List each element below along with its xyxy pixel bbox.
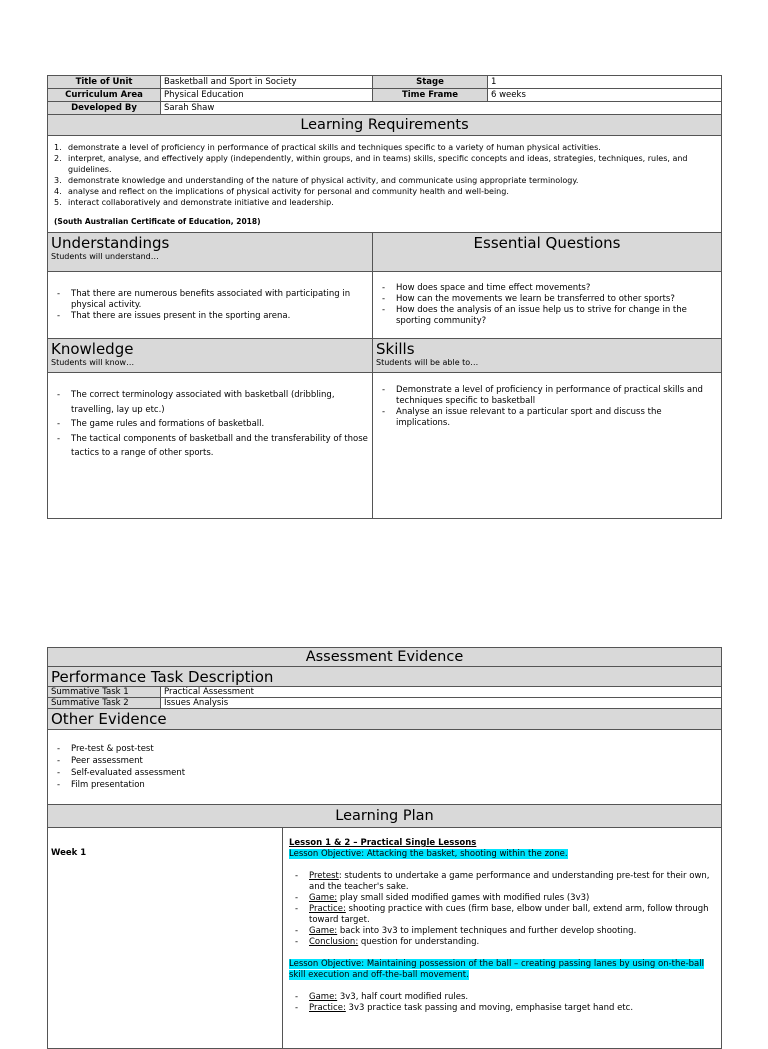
understanding-item	[51, 311, 369, 322]
learning-requirements-list	[54, 142, 715, 208]
evidence-item	[51, 743, 718, 755]
dash-bullet: -	[57, 744, 61, 754]
summative-task-1-label: Summative Task 1	[48, 687, 161, 698]
knowledge-item	[51, 388, 369, 417]
skills-list	[376, 385, 718, 429]
other-evidence-list	[51, 743, 718, 791]
other-evidence-heading: Other Evidence	[48, 709, 722, 730]
lesson-2-activities	[289, 992, 715, 1014]
dash-bullet: -	[57, 310, 61, 321]
requirement-text: interpret, analyse, and effectively apply (independently, within groups, and in teams) skills, specific concepts and ideas, strategies, techniques, rules, and guidelines.	[68, 154, 688, 174]
activity-key: Game:	[309, 926, 338, 936]
other-evidence-body	[48, 730, 722, 805]
dash-bullet: -	[57, 390, 61, 400]
dash-bullet: -	[295, 904, 299, 914]
requirements-source: (South Australian Certificate of Education, 2018)	[54, 217, 261, 226]
requirement-text: analyse and reflect on the implications of physical activity for personal and community health and well-being.	[68, 187, 509, 196]
activity-separator: :	[338, 871, 342, 881]
developed-by-label: Developed By	[48, 102, 161, 115]
requirement-item	[54, 153, 715, 175]
skills-header	[373, 339, 722, 373]
dash-bullet: -	[295, 1003, 299, 1013]
skills-body	[373, 373, 722, 519]
activity-item	[289, 904, 715, 926]
understandings-heading: Understandings	[51, 234, 170, 252]
lesson-title: Lesson 1 & 2 – Practical Single Lessons	[289, 838, 477, 848]
evidence-item-text: Peer assessment	[71, 756, 143, 766]
question-item-text: How can the movements we learn be transferred to other sports?	[396, 294, 675, 304]
dash-bullet: -	[57, 756, 61, 766]
question-item	[376, 294, 718, 305]
assessment-table	[47, 647, 722, 1049]
evidence-item	[51, 767, 718, 779]
learning-plan-heading: Learning Plan	[48, 805, 722, 828]
activity-item	[289, 992, 715, 1003]
activity-text: back into 3v3 to implement techniques and further develop shooting.	[337, 926, 637, 936]
skill-item	[376, 385, 718, 407]
activity-text: shooting practice with cues (firm base, elbow under ball, extend arm, follow through toward target.	[309, 904, 709, 925]
knowledge-header	[48, 339, 373, 373]
skills-subheading: Students will be able to…	[376, 358, 479, 367]
summative-task-1-value: Practical Assessment	[161, 687, 722, 698]
knowledge-item-text: The correct terminology associated with basketball (dribbling, travelling, lay up etc.)	[71, 390, 335, 415]
dash-bullet: -	[382, 294, 386, 304]
dash-bullet: -	[295, 992, 299, 1002]
dash-bullet: -	[382, 385, 386, 395]
requirement-number: 1.	[54, 143, 62, 152]
week-1-cell	[48, 828, 283, 1049]
requirement-text: interact collaboratively and demonstrate initiative and leadership.	[68, 198, 334, 207]
requirement-number: 3.	[54, 176, 62, 185]
question-item	[376, 283, 718, 294]
activity-item	[289, 926, 715, 937]
stage-value: 1	[488, 76, 722, 89]
understandings-header	[48, 233, 373, 272]
activity-text: 3v3, half court modified rules.	[337, 992, 469, 1002]
essential-questions-list	[376, 283, 718, 327]
unit-plan-table	[47, 75, 722, 519]
activity-item	[289, 1003, 715, 1014]
essential-questions-body	[373, 272, 722, 339]
title-of-unit-value: Basketball and Sport in Society	[161, 76, 373, 89]
dash-bullet: -	[57, 288, 61, 299]
knowledge-item	[51, 417, 369, 432]
activity-item	[289, 937, 715, 948]
assessment-evidence-heading: Assessment Evidence	[48, 648, 722, 667]
dash-bullet: -	[57, 433, 61, 444]
dash-bullet: -	[57, 419, 61, 429]
evidence-item	[51, 755, 718, 767]
dash-bullet: -	[295, 926, 299, 936]
requirement-number: 5.	[54, 198, 62, 207]
dash-bullet: -	[295, 893, 299, 903]
understandings-body	[48, 272, 373, 339]
summative-task-2-value: Issues Analysis	[161, 698, 722, 709]
knowledge-item	[51, 432, 369, 461]
requirement-item	[54, 197, 715, 208]
dash-bullet: -	[382, 305, 386, 315]
time-frame-value: 6 weeks	[488, 89, 722, 102]
skill-item-text: Analyse an issue relevant to a particular sport and discuss the implications.	[396, 407, 662, 428]
dash-bullet: -	[57, 768, 61, 778]
question-item-text: How does space and time effect movements?	[396, 283, 591, 293]
requirement-item	[54, 186, 715, 197]
activity-text: 3v3 practice task passing and moving, emphasise target hand etc.	[345, 1003, 634, 1013]
curriculum-area-value: Physical Education	[161, 89, 373, 102]
dash-bullet: -	[57, 780, 61, 790]
lesson-objective-2: Lesson Objective: Maintaining possession of the ball – creating passing lanes by using on-the-ball skill execution and off-the-ball movement.	[289, 959, 704, 980]
activity-text: students to undertake a game performance and understanding pre-test for their own, and the teacher's sake.	[309, 871, 710, 892]
understandings-list	[51, 289, 369, 322]
requirement-item	[54, 175, 715, 186]
dash-bullet: -	[295, 937, 299, 947]
activity-text: question for understanding.	[358, 937, 480, 947]
learning-requirements-body	[48, 136, 722, 233]
activity-key: Practice:	[309, 1003, 346, 1013]
essential-questions-heading: Essential Questions	[473, 234, 621, 252]
skill-item	[376, 407, 718, 429]
dash-bullet: -	[295, 871, 299, 881]
requirement-number: 2.	[54, 154, 62, 163]
knowledge-item-text: The game rules and formations of basketball.	[71, 419, 265, 429]
understandings-subheading: Students will understand…	[51, 252, 159, 261]
knowledge-item-text: The tactical components of basketball and the transferability of those tactics to a range of other sports.	[71, 433, 368, 458]
skills-heading: Skills	[376, 340, 415, 358]
knowledge-heading: Knowledge	[51, 340, 134, 358]
learning-requirements-heading: Learning Requirements	[48, 115, 722, 136]
activity-key: Practice:	[309, 904, 346, 914]
developed-by-value: Sarah Shaw	[161, 102, 722, 115]
understanding-item-text: That there are numerous benefits associated with participating in physical activity.	[71, 288, 351, 310]
performance-task-heading: Performance Task Description	[48, 667, 722, 687]
knowledge-list	[51, 388, 369, 461]
requirement-number: 4.	[54, 187, 62, 196]
evidence-item-text: Pre-test & post-test	[71, 744, 154, 754]
requirement-item	[54, 142, 715, 153]
dash-bullet: -	[382, 283, 386, 293]
time-frame-label: Time Frame	[373, 89, 488, 102]
stage-label: Stage	[373, 76, 488, 89]
activity-key: Pretest	[309, 871, 339, 881]
dash-bullet: -	[382, 407, 386, 417]
question-item-text: How does the analysis of an issue help us to strive for change in the sporting community?	[396, 305, 687, 326]
evidence-item-text: Film presentation	[71, 780, 145, 790]
evidence-item	[51, 779, 718, 791]
requirement-text: demonstrate a level of proficiency in performance of practical skills and techniques specific to a variety of human physical activities.	[68, 143, 601, 152]
activity-text: play small sided modified games with modified rules (3v3)	[337, 893, 590, 903]
curriculum-area-label: Curriculum Area	[48, 89, 161, 102]
activity-key: Game:	[309, 893, 338, 903]
title-of-unit-label: Title of Unit	[48, 76, 161, 89]
lesson-1-activities	[289, 871, 715, 948]
understanding-item-text: That there are issues present in the sporting arena.	[71, 310, 291, 321]
evidence-item-text: Self-evaluated assessment	[71, 768, 186, 778]
activity-key: Conclusion:	[309, 937, 359, 947]
question-item	[376, 305, 718, 327]
activity-item	[289, 871, 715, 893]
knowledge-subheading: Students will know…	[51, 358, 135, 367]
activity-key: Game:	[309, 992, 338, 1002]
lesson-plan-cell	[283, 828, 722, 1049]
lesson-objective-1: Lesson Objective: Attacking the basket, shooting within the zone.	[289, 849, 568, 859]
knowledge-body	[48, 373, 373, 519]
activity-item	[289, 893, 715, 904]
summative-task-2-label: Summative Task 2	[48, 698, 161, 709]
essential-questions-header	[373, 233, 722, 272]
requirement-text: demonstrate knowledge and understanding of the nature of physical activity, and communicate using appropriate terminology.	[68, 176, 579, 185]
week-1-label: Week 1	[51, 848, 87, 858]
skill-item-text: Demonstrate a level of proficiency in performance of practical skills and techniques specific to basketball	[396, 385, 703, 406]
understanding-item	[51, 289, 369, 311]
